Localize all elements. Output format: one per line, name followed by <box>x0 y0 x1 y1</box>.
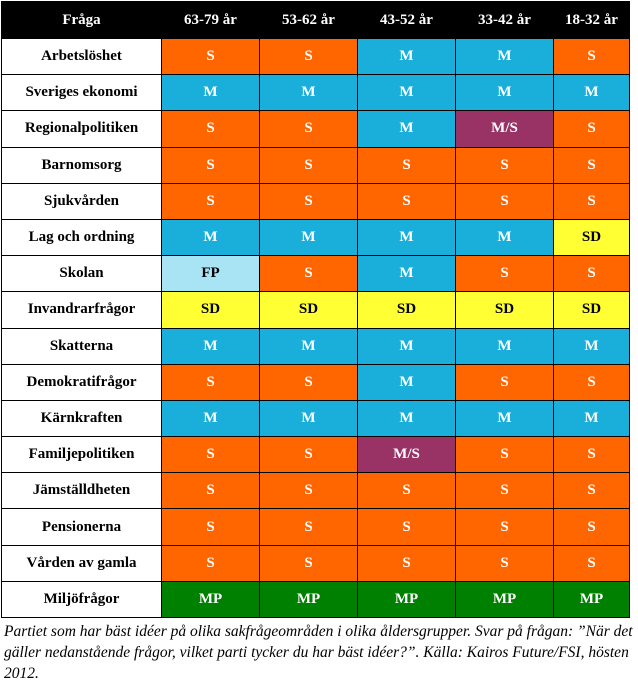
party-cell: M <box>358 75 456 111</box>
party-cell: M <box>162 219 260 255</box>
party-cell: S <box>162 545 260 581</box>
party-cell: MP <box>162 581 260 617</box>
table-row <box>2 473 630 509</box>
party-cell: M <box>358 400 456 436</box>
header-age-43-52: 43-52 år <box>358 2 456 39</box>
party-cell: S <box>456 183 554 219</box>
table-row <box>2 111 630 147</box>
question-cell: Familjepolitiken <box>2 437 162 473</box>
party-cell: SD <box>554 219 630 255</box>
party-cell: M <box>162 75 260 111</box>
party-cell: S <box>260 183 358 219</box>
party-cell: S <box>554 111 630 147</box>
party-cell: S <box>162 111 260 147</box>
party-cell: SD <box>162 292 260 328</box>
table-caption: Partiet som har bäst idéer på olika sakfrågeområden i olika åldersgrupper. Svar på frågan: ”När det gäller nedanstående frågor, vilket parti tycker du har bäst idéer?”. Källa: Kairos Future/FSI, hösten 2012. <box>4 623 633 682</box>
table-row <box>2 437 630 473</box>
party-cell: S <box>260 111 358 147</box>
question-cell: Barnomsorg <box>2 147 162 183</box>
party-cell: S <box>260 256 358 292</box>
header-age-18-32: 18-32 år <box>554 2 630 39</box>
party-cell: S <box>456 545 554 581</box>
party-cell: S <box>456 473 554 509</box>
header-age-53-62: 53-62 år <box>260 2 358 39</box>
question-cell: Invandrarfrågor <box>2 292 162 328</box>
party-cell: S <box>162 473 260 509</box>
party-cell: M/S <box>456 111 554 147</box>
party-cell: S <box>260 509 358 545</box>
table-header <box>2 2 630 39</box>
table-row <box>2 364 630 400</box>
table-row <box>2 400 630 436</box>
party-cell: S <box>260 147 358 183</box>
table-row <box>2 328 630 364</box>
party-cell: S <box>358 545 456 581</box>
party-cell: M <box>358 364 456 400</box>
question-cell: Lag och ordning <box>2 219 162 255</box>
table-row <box>2 545 630 581</box>
party-cell: M <box>456 400 554 436</box>
party-cell: M <box>358 328 456 364</box>
party-cell: S <box>554 364 630 400</box>
question-cell: Kärnkraften <box>2 400 162 436</box>
question-cell: Sjukvården <box>2 183 162 219</box>
table-row <box>2 39 630 75</box>
table-row <box>2 509 630 545</box>
question-cell: Sveriges ekonomi <box>2 75 162 111</box>
party-cell: S <box>456 256 554 292</box>
party-cell: M <box>358 219 456 255</box>
party-cell: M <box>260 219 358 255</box>
party-cell: M <box>162 400 260 436</box>
party-cell: M <box>260 75 358 111</box>
party-cell: M <box>260 328 358 364</box>
party-cell: S <box>358 147 456 183</box>
question-cell: Skolan <box>2 256 162 292</box>
party-cell: S <box>260 364 358 400</box>
table-row <box>2 219 630 255</box>
page <box>1 1 637 684</box>
party-cell: M <box>554 75 630 111</box>
party-cell: M <box>456 39 554 75</box>
party-cell: M <box>456 328 554 364</box>
party-cell: MP <box>456 581 554 617</box>
table-row <box>2 256 630 292</box>
party-cell: S <box>162 183 260 219</box>
table-row <box>2 147 630 183</box>
table-row <box>2 581 630 617</box>
party-cell: MP <box>260 581 358 617</box>
party-cell: M <box>554 328 630 364</box>
party-cell: S <box>358 183 456 219</box>
party-cell: S <box>456 509 554 545</box>
table-row <box>2 292 630 328</box>
party-cell: S <box>554 256 630 292</box>
party-cell: S <box>162 364 260 400</box>
header-question: Fråga <box>2 2 162 39</box>
question-cell: Miljöfrågor <box>2 581 162 617</box>
header-age-33-42: 33-42 år <box>456 2 554 39</box>
party-cell: S <box>554 39 630 75</box>
party-cell: MP <box>358 581 456 617</box>
question-cell: Regionalpolitiken <box>2 111 162 147</box>
table-body <box>2 39 630 618</box>
party-cell: S <box>260 545 358 581</box>
question-cell: Skatterna <box>2 328 162 364</box>
party-cell: SD <box>456 292 554 328</box>
question-cell: Pensionerna <box>2 509 162 545</box>
party-cell: S <box>162 39 260 75</box>
question-cell: Arbetslöshet <box>2 39 162 75</box>
party-cell: S <box>358 509 456 545</box>
table-row <box>2 75 630 111</box>
party-cell: M <box>358 39 456 75</box>
party-cell: S <box>456 437 554 473</box>
party-cell: S <box>456 364 554 400</box>
header-age-63-79: 63-79 år <box>162 2 260 39</box>
party-cell: S <box>456 147 554 183</box>
party-cell: MP <box>554 581 630 617</box>
party-cell: S <box>162 437 260 473</box>
party-cell: M <box>162 328 260 364</box>
party-cell: FP <box>162 256 260 292</box>
question-cell: Vården av gamla <box>2 545 162 581</box>
party-cell: M <box>456 75 554 111</box>
party-cell: M <box>358 111 456 147</box>
question-cell: Demokratifrågor <box>2 364 162 400</box>
party-cell: S <box>554 437 630 473</box>
table-row <box>2 183 630 219</box>
party-cell: M/S <box>358 437 456 473</box>
party-cell: S <box>554 473 630 509</box>
party-cell: S <box>554 545 630 581</box>
question-cell: Jämställdheten <box>2 473 162 509</box>
party-cell: SD <box>554 292 630 328</box>
party-cell: S <box>162 509 260 545</box>
header-row <box>2 2 630 39</box>
party-cell: M <box>554 400 630 436</box>
party-cell: S <box>554 509 630 545</box>
party-cell: S <box>554 183 630 219</box>
party-cell: S <box>260 437 358 473</box>
party-cell: S <box>260 473 358 509</box>
party-cell: M <box>260 400 358 436</box>
party-ideas-table <box>1 1 630 618</box>
party-cell: S <box>260 39 358 75</box>
party-cell: SD <box>260 292 358 328</box>
party-cell: M <box>456 219 554 255</box>
party-cell: S <box>162 147 260 183</box>
party-cell: M <box>358 256 456 292</box>
party-cell: S <box>358 473 456 509</box>
party-cell: SD <box>358 292 456 328</box>
party-cell: S <box>554 147 630 183</box>
